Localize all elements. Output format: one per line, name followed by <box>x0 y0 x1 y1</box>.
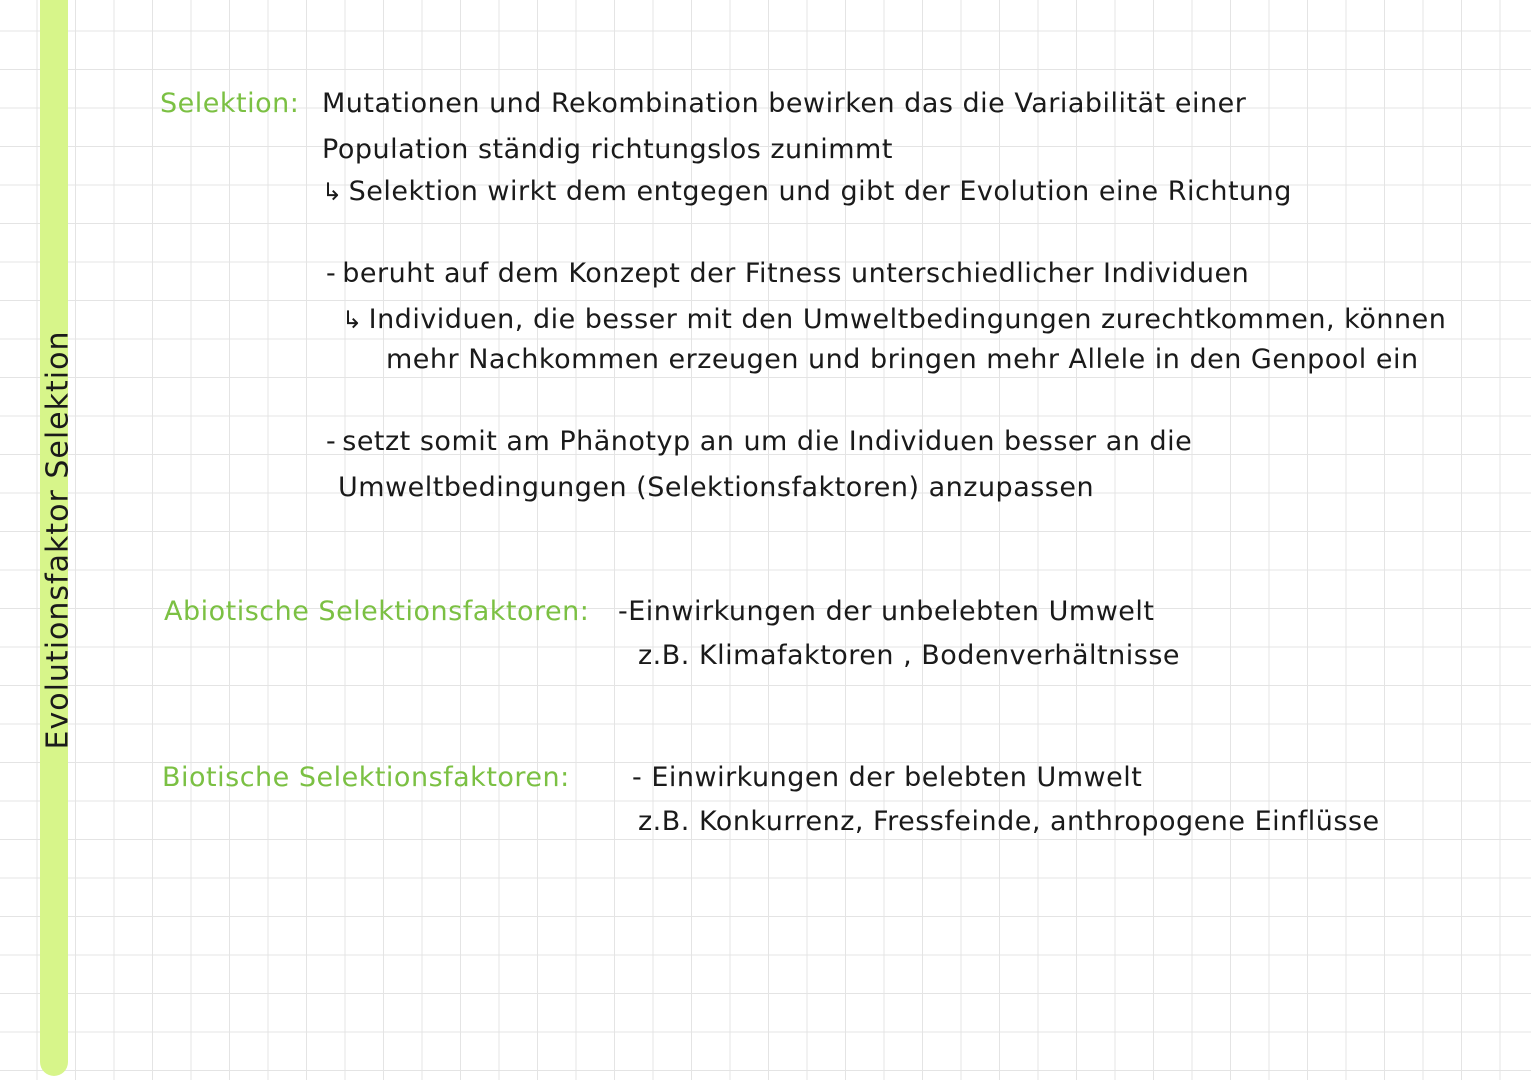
biotisch-label: Biotische Selektionsfaktoren: <box>162 762 570 793</box>
fitness-line-1-text: beruht auf dem Konzept der Fitness unterschiedlicher Individuen <box>342 258 1250 289</box>
side-title: Evolutionsfaktor Selektion <box>40 330 76 750</box>
selektion-line-2: Population ständig richtungslos zunimmt <box>322 134 893 165</box>
selektion-label: Selektion: <box>160 88 300 119</box>
arrow-icon: ↳ <box>342 306 363 334</box>
selektion-line-1: Mutationen und Rekombination bewirken das die Variabilität einer <box>322 88 1247 119</box>
arrow-icon: ↳ <box>322 178 343 206</box>
biotisch-line-2: z.B. Konkurrenz, Fressfeinde, anthropogene Einflüsse <box>638 806 1380 837</box>
fitness-line-1 <box>326 258 1249 289</box>
dash-bullet: - <box>326 258 337 289</box>
abiotisch-line-2: z.B. Klimafaktoren , Bodenverhältnisse <box>638 640 1180 671</box>
phaenotyp-line-1-text: setzt somit am Phänotyp an um die Individuen besser an die <box>342 426 1193 457</box>
selektion-line-3 <box>322 176 1292 207</box>
fitness-line-2 <box>342 304 1446 335</box>
abiotisch-line-1: -Einwirkungen der unbelebten Umwelt <box>618 596 1155 627</box>
phaenotyp-line-1 <box>326 426 1192 457</box>
fitness-line-2-text: Individuen, die besser mit den Umweltbedingungen zurechtkommen, können <box>368 304 1447 335</box>
abiotisch-label: Abiotische Selektionsfaktoren: <box>164 596 590 627</box>
dash-bullet: - <box>326 426 337 457</box>
phaenotyp-line-2: Umweltbedingungen (Selektionsfaktoren) anzupassen <box>338 472 1095 503</box>
selektion-line-3-text: Selektion wirkt dem entgegen und gibt der Evolution eine Richtung <box>348 176 1292 207</box>
biotisch-line-1: - Einwirkungen der belebten Umwelt <box>632 762 1143 793</box>
fitness-line-3: mehr Nachkommen erzeugen und bringen mehr Allele in den Genpool ein <box>386 344 1419 375</box>
